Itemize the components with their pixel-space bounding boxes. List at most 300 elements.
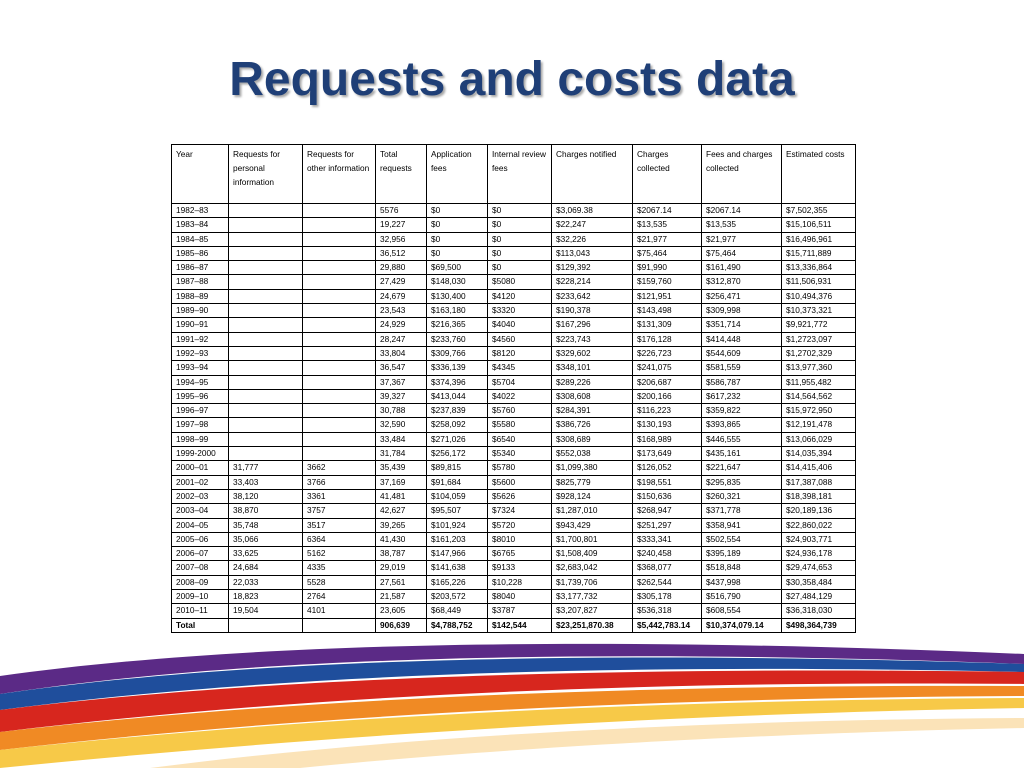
table-cell: $262,544 bbox=[633, 575, 702, 589]
table-cell: 28,247 bbox=[376, 332, 427, 346]
table-cell bbox=[229, 275, 303, 289]
table-cell: $0 bbox=[488, 261, 552, 275]
table-cell bbox=[229, 261, 303, 275]
table-cell: $101,924 bbox=[427, 518, 488, 532]
table-cell bbox=[303, 204, 376, 218]
table-cell: 2010–11 bbox=[172, 604, 229, 618]
table-cell bbox=[229, 418, 303, 432]
table-cell: 2006–07 bbox=[172, 547, 229, 561]
table-cell: $351,714 bbox=[702, 318, 782, 332]
table-row bbox=[172, 318, 856, 332]
table-cell: $581,559 bbox=[702, 361, 782, 375]
table-row bbox=[172, 375, 856, 389]
table-row bbox=[172, 275, 856, 289]
total-cell: $4,788,752 bbox=[427, 618, 488, 632]
total-cell: $23,251,870.38 bbox=[552, 618, 633, 632]
table-cell bbox=[303, 232, 376, 246]
table-cell: $75,464 bbox=[633, 246, 702, 260]
table-cell: $13,066,029 bbox=[782, 432, 856, 446]
table-cell: 5162 bbox=[303, 547, 376, 561]
table-cell: $5080 bbox=[488, 275, 552, 289]
table-cell: $176,128 bbox=[633, 332, 702, 346]
table-cell: 2764 bbox=[303, 590, 376, 604]
table-cell: 3757 bbox=[303, 504, 376, 518]
table-cell bbox=[229, 447, 303, 461]
table-cell: 38,787 bbox=[376, 547, 427, 561]
table-cell: $141,638 bbox=[427, 561, 488, 575]
table-cell: $5340 bbox=[488, 447, 552, 461]
table-cell: $5626 bbox=[488, 489, 552, 503]
table-cell: $518,848 bbox=[702, 561, 782, 575]
table-cell: $233,760 bbox=[427, 332, 488, 346]
total-cell bbox=[303, 618, 376, 632]
table-cell: $308,608 bbox=[552, 389, 633, 403]
table-cell: $608,554 bbox=[702, 604, 782, 618]
table-row bbox=[172, 232, 856, 246]
total-row bbox=[172, 618, 856, 632]
table-cell bbox=[229, 389, 303, 403]
table-cell: $173,649 bbox=[633, 447, 702, 461]
table-cell: 41,481 bbox=[376, 489, 427, 503]
table-cell: $75,464 bbox=[702, 246, 782, 260]
slide-title: Requests and costs data bbox=[229, 53, 795, 106]
table-cell: $414,448 bbox=[702, 332, 782, 346]
table-cell: $8040 bbox=[488, 590, 552, 604]
table-row bbox=[172, 561, 856, 575]
table-cell: 2009–10 bbox=[172, 590, 229, 604]
table-cell: 1990–91 bbox=[172, 318, 229, 332]
table-row bbox=[172, 346, 856, 360]
table-cell bbox=[229, 246, 303, 260]
table-cell: $305,178 bbox=[633, 590, 702, 604]
table-cell: $0 bbox=[488, 232, 552, 246]
table-cell bbox=[229, 404, 303, 418]
table-cell: $95,507 bbox=[427, 504, 488, 518]
column-header: Charges notified bbox=[552, 145, 633, 204]
table-cell bbox=[303, 218, 376, 232]
table-cell: 2004–05 bbox=[172, 518, 229, 532]
table-cell bbox=[303, 318, 376, 332]
table-row bbox=[172, 289, 856, 303]
table-cell: $309,998 bbox=[702, 304, 782, 318]
table-cell: $237,839 bbox=[427, 404, 488, 418]
table-cell: $32,226 bbox=[552, 232, 633, 246]
table-cell: $386,726 bbox=[552, 418, 633, 432]
table-cell: $3787 bbox=[488, 604, 552, 618]
table-cell: $20,189,136 bbox=[782, 504, 856, 518]
decorative-swoosh bbox=[0, 636, 1024, 768]
table-cell: $10,494,376 bbox=[782, 289, 856, 303]
table-cell: $22,860,022 bbox=[782, 518, 856, 532]
column-header: Fees and charges collected bbox=[702, 145, 782, 204]
table-cell: $129,392 bbox=[552, 261, 633, 275]
table-cell: $284,391 bbox=[552, 404, 633, 418]
table-row bbox=[172, 575, 856, 589]
table-cell: $24,903,771 bbox=[782, 532, 856, 546]
table-cell: $0 bbox=[427, 218, 488, 232]
table-cell: $143,498 bbox=[633, 304, 702, 318]
table-row bbox=[172, 532, 856, 546]
table-cell: 1996–97 bbox=[172, 404, 229, 418]
total-cell: $10,374,079.14 bbox=[702, 618, 782, 632]
table-cell: $148,030 bbox=[427, 275, 488, 289]
table-cell: $198,551 bbox=[633, 475, 702, 489]
table-cell bbox=[303, 275, 376, 289]
table-cell: 24,684 bbox=[229, 561, 303, 575]
table-cell: $13,535 bbox=[633, 218, 702, 232]
table-cell: 24,679 bbox=[376, 289, 427, 303]
table-cell bbox=[303, 432, 376, 446]
table-cell: $24,936,178 bbox=[782, 547, 856, 561]
table-cell: $4560 bbox=[488, 332, 552, 346]
table-row bbox=[172, 504, 856, 518]
table-cell: $15,106,511 bbox=[782, 218, 856, 232]
table-cell: $393,865 bbox=[702, 418, 782, 432]
table-cell: $241,075 bbox=[633, 361, 702, 375]
table-cell: $240,458 bbox=[633, 547, 702, 561]
table-cell: 35,439 bbox=[376, 461, 427, 475]
table-cell: 1995–96 bbox=[172, 389, 229, 403]
table-cell: $163,180 bbox=[427, 304, 488, 318]
table-cell: $4120 bbox=[488, 289, 552, 303]
table-row bbox=[172, 418, 856, 432]
total-cell: 906,639 bbox=[376, 618, 427, 632]
table-cell: $5760 bbox=[488, 404, 552, 418]
table-cell: $395,189 bbox=[702, 547, 782, 561]
table-cell: $9133 bbox=[488, 561, 552, 575]
table-cell bbox=[229, 432, 303, 446]
table-cell bbox=[229, 304, 303, 318]
table-cell: $15,972,950 bbox=[782, 404, 856, 418]
table-cell: $130,193 bbox=[633, 418, 702, 432]
column-header: Requests for other information bbox=[303, 145, 376, 204]
table-cell: $121,951 bbox=[633, 289, 702, 303]
table-cell: $91,990 bbox=[633, 261, 702, 275]
table-cell: $5780 bbox=[488, 461, 552, 475]
table-cell: $536,318 bbox=[633, 604, 702, 618]
table-row bbox=[172, 547, 856, 561]
table-cell: $928,124 bbox=[552, 489, 633, 503]
table-cell: 5576 bbox=[376, 204, 427, 218]
table-cell bbox=[229, 204, 303, 218]
table-cell: 23,543 bbox=[376, 304, 427, 318]
table-cell: 35,748 bbox=[229, 518, 303, 532]
table-cell: 21,587 bbox=[376, 590, 427, 604]
table-cell: 27,561 bbox=[376, 575, 427, 589]
table-cell: $165,226 bbox=[427, 575, 488, 589]
table-cell: $2,683,042 bbox=[552, 561, 633, 575]
table-cell: 31,784 bbox=[376, 447, 427, 461]
table-cell: $1,287,010 bbox=[552, 504, 633, 518]
table-cell: 36,547 bbox=[376, 361, 427, 375]
table-cell: 37,367 bbox=[376, 375, 427, 389]
table-cell: 39,265 bbox=[376, 518, 427, 532]
table-cell bbox=[229, 361, 303, 375]
table-cell: $203,572 bbox=[427, 590, 488, 604]
table-cell: 4335 bbox=[303, 561, 376, 575]
table-cell: $5580 bbox=[488, 418, 552, 432]
table-cell: $3,207,827 bbox=[552, 604, 633, 618]
table-row bbox=[172, 261, 856, 275]
table-cell: $0 bbox=[488, 218, 552, 232]
table-cell bbox=[303, 447, 376, 461]
table-cell: $268,947 bbox=[633, 504, 702, 518]
column-header: Charges collected bbox=[633, 145, 702, 204]
table-cell: 33,403 bbox=[229, 475, 303, 489]
requests-costs-table bbox=[171, 144, 856, 633]
table-cell: $10,373,321 bbox=[782, 304, 856, 318]
table-cell: $150,636 bbox=[633, 489, 702, 503]
table-cell: 1986–87 bbox=[172, 261, 229, 275]
table-cell: 27,429 bbox=[376, 275, 427, 289]
table-cell bbox=[303, 389, 376, 403]
table-cell: 5528 bbox=[303, 575, 376, 589]
total-cell: $5,442,783.14 bbox=[633, 618, 702, 632]
table-cell: $312,870 bbox=[702, 275, 782, 289]
table-cell: 2001–02 bbox=[172, 475, 229, 489]
table-cell: $167,296 bbox=[552, 318, 633, 332]
table-cell: $368,077 bbox=[633, 561, 702, 575]
table-cell: $21,977 bbox=[702, 232, 782, 246]
table-cell: $69,500 bbox=[427, 261, 488, 275]
table-cell: $27,484,129 bbox=[782, 590, 856, 604]
table-cell: 23,605 bbox=[376, 604, 427, 618]
table-cell: $5720 bbox=[488, 518, 552, 532]
table-cell: $206,687 bbox=[633, 375, 702, 389]
table-cell: $13,336,864 bbox=[782, 261, 856, 275]
table-cell: 3766 bbox=[303, 475, 376, 489]
table-cell bbox=[303, 375, 376, 389]
table-cell: $0 bbox=[427, 204, 488, 218]
table-cell: $308,689 bbox=[552, 432, 633, 446]
table-cell: $413,044 bbox=[427, 389, 488, 403]
table-cell: 2007–08 bbox=[172, 561, 229, 575]
table-cell: $943,429 bbox=[552, 518, 633, 532]
table-cell bbox=[303, 304, 376, 318]
table-cell: 1999-2000 bbox=[172, 447, 229, 461]
table-cell: $6540 bbox=[488, 432, 552, 446]
table-row bbox=[172, 404, 856, 418]
total-cell bbox=[229, 618, 303, 632]
table-cell: 2002–03 bbox=[172, 489, 229, 503]
table-cell: $251,297 bbox=[633, 518, 702, 532]
table-cell bbox=[229, 218, 303, 232]
table-cell: $544,609 bbox=[702, 346, 782, 360]
table-cell: $147,966 bbox=[427, 547, 488, 561]
table-row bbox=[172, 204, 856, 218]
table-cell: 3361 bbox=[303, 489, 376, 503]
table-cell: $552,038 bbox=[552, 447, 633, 461]
table-cell: $0 bbox=[427, 246, 488, 260]
table-cell: $348,101 bbox=[552, 361, 633, 375]
table-row bbox=[172, 332, 856, 346]
total-cell: $142,544 bbox=[488, 618, 552, 632]
table-cell: $1,099,380 bbox=[552, 461, 633, 475]
table-cell: $68,449 bbox=[427, 604, 488, 618]
table-cell: $3,069.38 bbox=[552, 204, 633, 218]
table-cell: $8010 bbox=[488, 532, 552, 546]
table-cell: $4345 bbox=[488, 361, 552, 375]
table-cell: $223,743 bbox=[552, 332, 633, 346]
table-cell: $16,496,961 bbox=[782, 232, 856, 246]
table-cell bbox=[303, 289, 376, 303]
table-cell: $374,396 bbox=[427, 375, 488, 389]
table-cell: 1984–85 bbox=[172, 232, 229, 246]
table-cell: $435,161 bbox=[702, 447, 782, 461]
table-cell: 6364 bbox=[303, 532, 376, 546]
table-cell: $113,043 bbox=[552, 246, 633, 260]
table-cell bbox=[303, 332, 376, 346]
table-cell: $36,318,030 bbox=[782, 604, 856, 618]
table-cell: 41,430 bbox=[376, 532, 427, 546]
table-cell: $12,191,478 bbox=[782, 418, 856, 432]
table-row bbox=[172, 432, 856, 446]
table-cell: $21,977 bbox=[633, 232, 702, 246]
table-cell: $17,387,088 bbox=[782, 475, 856, 489]
table-cell: $159,760 bbox=[633, 275, 702, 289]
table-cell: $6765 bbox=[488, 547, 552, 561]
table-cell bbox=[229, 375, 303, 389]
table-cell: $295,835 bbox=[702, 475, 782, 489]
table-cell: $15,711,889 bbox=[782, 246, 856, 260]
table-cell: $0 bbox=[488, 246, 552, 260]
table-cell: 1988–89 bbox=[172, 289, 229, 303]
table-cell: $586,787 bbox=[702, 375, 782, 389]
table-cell: 33,484 bbox=[376, 432, 427, 446]
table-cell: 1992–93 bbox=[172, 346, 229, 360]
table-cell: $260,321 bbox=[702, 489, 782, 503]
table-cell: 2000–01 bbox=[172, 461, 229, 475]
table-cell: $3320 bbox=[488, 304, 552, 318]
table-row bbox=[172, 489, 856, 503]
table-cell: $11,506,931 bbox=[782, 275, 856, 289]
table-cell: 32,590 bbox=[376, 418, 427, 432]
column-header: Requests for personal information bbox=[229, 145, 303, 204]
table-cell: 31,777 bbox=[229, 461, 303, 475]
table-cell bbox=[303, 418, 376, 432]
table-cell: 42,627 bbox=[376, 504, 427, 518]
table-cell: $11,955,482 bbox=[782, 375, 856, 389]
table-cell: 30,788 bbox=[376, 404, 427, 418]
table-cell: 38,120 bbox=[229, 489, 303, 503]
table-cell: $309,766 bbox=[427, 346, 488, 360]
table-cell: $0 bbox=[488, 204, 552, 218]
table-cell: $91,684 bbox=[427, 475, 488, 489]
table-cell: $8120 bbox=[488, 346, 552, 360]
table-row bbox=[172, 304, 856, 318]
table-cell: $30,358,484 bbox=[782, 575, 856, 589]
table-row bbox=[172, 461, 856, 475]
table-cell: $7324 bbox=[488, 504, 552, 518]
table-cell: $226,723 bbox=[633, 346, 702, 360]
table-cell: $104,059 bbox=[427, 489, 488, 503]
table-cell: $617,232 bbox=[702, 389, 782, 403]
table-cell: $14,564,562 bbox=[782, 389, 856, 403]
table-cell: 1983–84 bbox=[172, 218, 229, 232]
table-row bbox=[172, 246, 856, 260]
table-cell: $0 bbox=[427, 232, 488, 246]
table-cell: 22,033 bbox=[229, 575, 303, 589]
table-cell: $437,998 bbox=[702, 575, 782, 589]
table-cell bbox=[303, 261, 376, 275]
table-cell: $1,700,801 bbox=[552, 532, 633, 546]
table-cell: 39,327 bbox=[376, 389, 427, 403]
table-cell: 19,227 bbox=[376, 218, 427, 232]
table-cell: $2067.14 bbox=[702, 204, 782, 218]
table-cell: $3,177,732 bbox=[552, 590, 633, 604]
table-cell bbox=[229, 318, 303, 332]
table-cell bbox=[303, 346, 376, 360]
table-cell: 1985–86 bbox=[172, 246, 229, 260]
table-cell: $359,822 bbox=[702, 404, 782, 418]
table-cell: $190,378 bbox=[552, 304, 633, 318]
table-cell: $216,365 bbox=[427, 318, 488, 332]
table-cell: $516,790 bbox=[702, 590, 782, 604]
table-cell: 33,804 bbox=[376, 346, 427, 360]
table-cell: $22,247 bbox=[552, 218, 633, 232]
table-row bbox=[172, 361, 856, 375]
table-cell: $333,341 bbox=[633, 532, 702, 546]
table-cell bbox=[229, 232, 303, 246]
table-cell: $1,739,706 bbox=[552, 575, 633, 589]
table-cell: 32,956 bbox=[376, 232, 427, 246]
table-cell: $168,989 bbox=[633, 432, 702, 446]
table-row bbox=[172, 518, 856, 532]
column-header: Year bbox=[172, 145, 229, 204]
table-cell: 33,625 bbox=[229, 547, 303, 561]
table-cell: $89,815 bbox=[427, 461, 488, 475]
table-cell: 19,504 bbox=[229, 604, 303, 618]
column-header: Internal review fees bbox=[488, 145, 552, 204]
table-cell: 29,880 bbox=[376, 261, 427, 275]
table-cell: $1,2702,329 bbox=[782, 346, 856, 360]
table-cell: $7,502,355 bbox=[782, 204, 856, 218]
table-cell: 2003–04 bbox=[172, 504, 229, 518]
table-cell: $221,647 bbox=[702, 461, 782, 475]
table-row bbox=[172, 447, 856, 461]
table-header-row bbox=[172, 145, 856, 204]
table-cell: $29,474,653 bbox=[782, 561, 856, 575]
table-cell: 1987–88 bbox=[172, 275, 229, 289]
table-cell bbox=[229, 332, 303, 346]
table-cell: $14,415,406 bbox=[782, 461, 856, 475]
table-cell: $4040 bbox=[488, 318, 552, 332]
table-cell: $4022 bbox=[488, 389, 552, 403]
table-cell: $200,166 bbox=[633, 389, 702, 403]
table-cell bbox=[229, 289, 303, 303]
table-cell: $258,092 bbox=[427, 418, 488, 432]
table-cell: 1982–83 bbox=[172, 204, 229, 218]
total-cell: Total bbox=[172, 618, 229, 632]
table-cell: 2005–06 bbox=[172, 532, 229, 546]
table-cell: $5600 bbox=[488, 475, 552, 489]
table-cell: 1991–92 bbox=[172, 332, 229, 346]
column-header: Total requests bbox=[376, 145, 427, 204]
table-cell: $13,535 bbox=[702, 218, 782, 232]
table-cell: $1,2723,097 bbox=[782, 332, 856, 346]
table-cell: $271,026 bbox=[427, 432, 488, 446]
table-cell: $329,602 bbox=[552, 346, 633, 360]
table-cell: $130,400 bbox=[427, 289, 488, 303]
table-cell: $2067.14 bbox=[633, 204, 702, 218]
table-cell: $126,052 bbox=[633, 461, 702, 475]
table-cell: $228,214 bbox=[552, 275, 633, 289]
table-cell: 2008–09 bbox=[172, 575, 229, 589]
table-cell: 1989–90 bbox=[172, 304, 229, 318]
table-cell: $502,554 bbox=[702, 532, 782, 546]
table-cell: $116,223 bbox=[633, 404, 702, 418]
table-cell: 35,066 bbox=[229, 532, 303, 546]
